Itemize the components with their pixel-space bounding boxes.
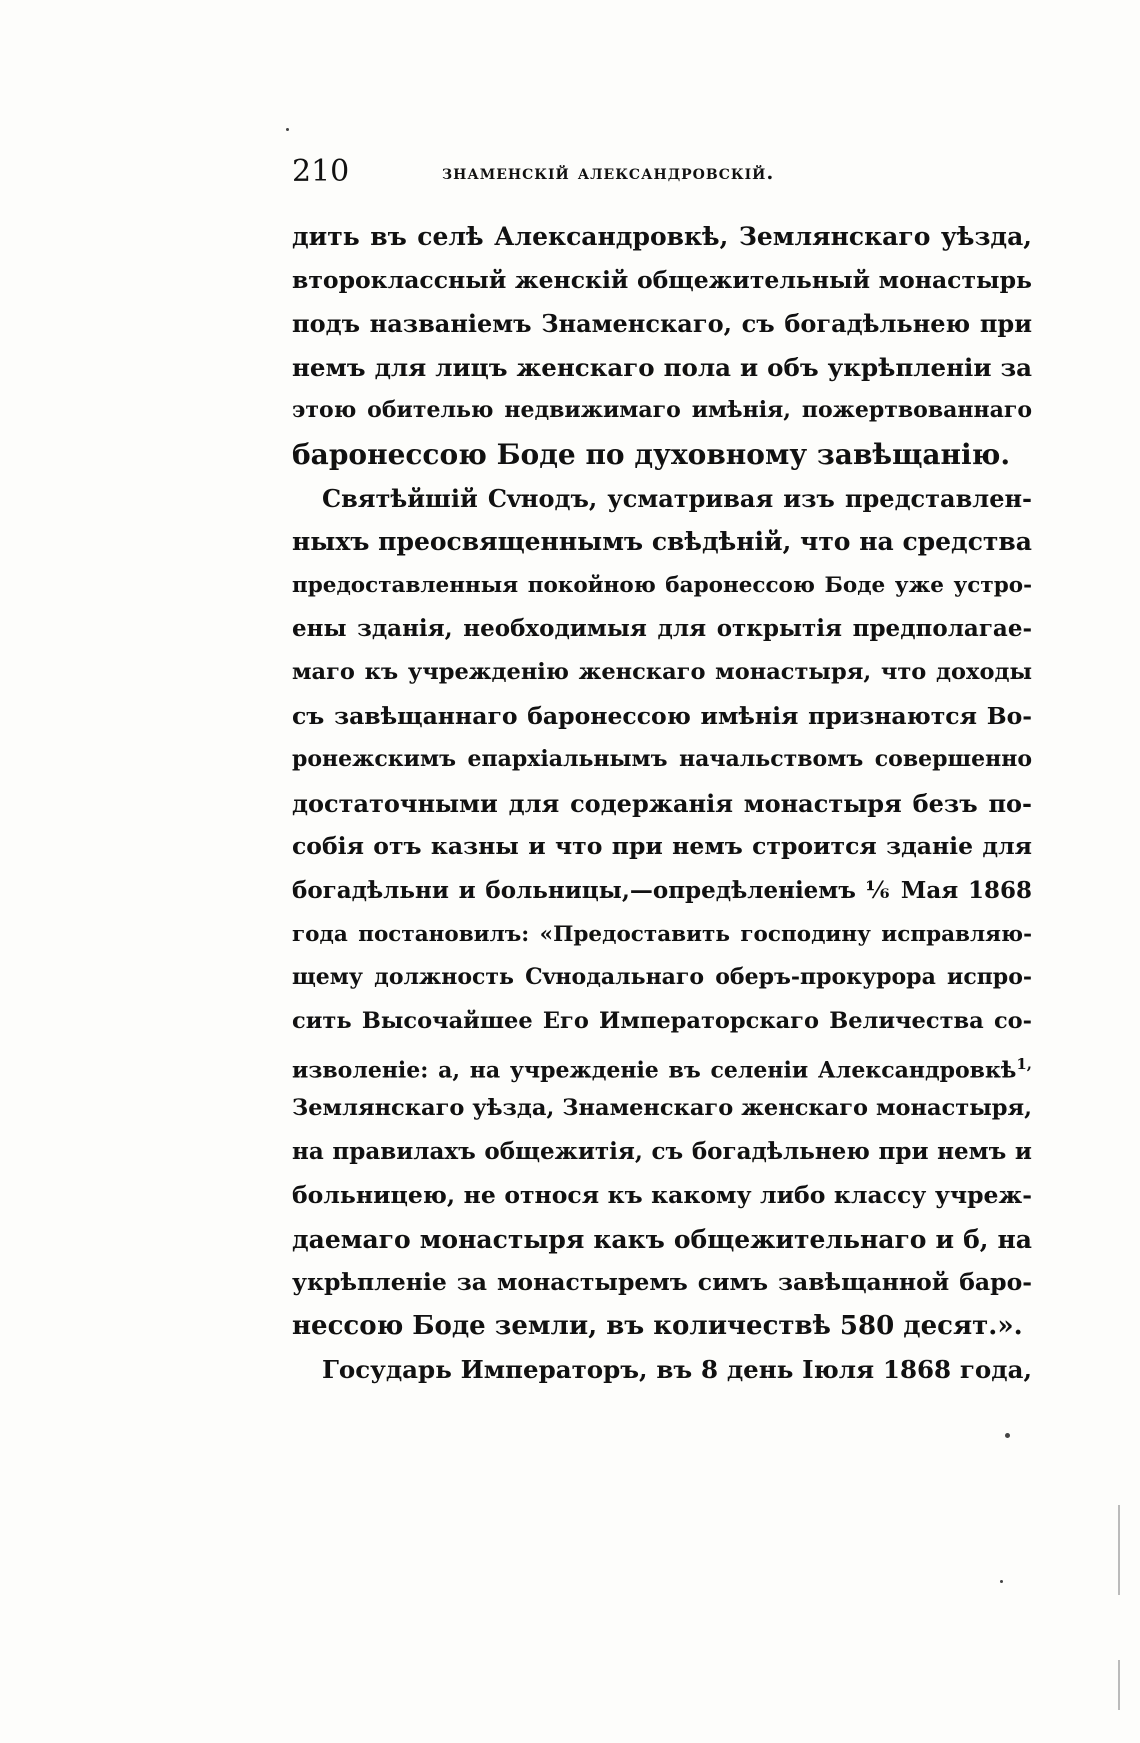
text-line: богадѣльни и больницы,—опредѣленіемъ ⅙ Мая 1868 [292,876,1032,904]
footnote-marker: 1, [1016,1055,1032,1074]
text-line: больницею, не относя къ какому либо классу учреж- [292,1181,1032,1210]
text-line: дить въ селѣ Александровкѣ, Землянскаго уѣзда, [292,222,1032,251]
text-line-with-footnote [292,1043,1032,1087]
text-line: Святѣйшій Сvнодъ, усматривая изъ представлен- [322,483,1032,513]
text-line: съ завѣщаннаго баронессою имѣнія признаются Во- [292,701,1032,730]
text-line: года постановилъ: «Предоставить господину исправляю- [292,921,1032,947]
ink-speck [286,128,289,131]
scan-edge-mark [1118,1505,1120,1595]
text-line: ронежскимъ епархіальнымъ начальствомъ совершенно [292,746,1032,773]
text-line: баронессою Боде по духовному завѣщанію. [292,437,1011,471]
text-line: сить Высочайшее Его Императорскаго Величества со- [292,1007,1032,1034]
text-line: ныхъ преосвященнымъ свѣдѣній, что на средства [292,527,1032,557]
text-line: даемаго монастыря какъ общежительнаго и б, на [292,1224,1032,1254]
scan-edge-mark [1118,1660,1120,1710]
ink-speck [1005,1433,1010,1438]
text-line: подъ названіемъ Знаменскаго, съ богадѣльнею при [292,309,1032,339]
page-body [292,215,1032,1392]
text-line: на правилахъ общежитія, съ богадѣльнею при немъ и [292,1138,1032,1166]
running-head: знаменскій александровскій. [442,160,775,184]
text-line: предоставленныя покойною баронессою Боде уже устро- [292,572,1032,598]
page-number: 210 [292,154,350,189]
text-line: Государь Императоръ, въ 8 день Іюля 1868 года, [322,1355,1032,1385]
ink-speck [1000,1580,1003,1583]
text-line: нессою Боде земли, въ количествѣ 580 десят.». [292,1310,1023,1341]
text-line: второклассный женскій общежительный монастырь [292,265,1032,294]
text-line: ены зданія, необходимыя для открытія предполагае- [292,615,1032,643]
text-line: изволеніе: а, на учрежденіе въ селеніи Александровкѣ [292,1057,1017,1084]
text-line: укрѣпленіе за монастыремъ симъ завѣщанной баро- [292,1268,1032,1297]
text-line: собія отъ казны и что при немъ строится зданіе для [292,832,1032,861]
text-line: Землянскаго уѣзда, Знаменскаго женскаго монастыря, [292,1094,1032,1121]
page-header [292,150,1032,200]
text-line: маго къ учрежденію женскаго монастыря, что доходы [292,658,1032,685]
text-line: щему должность Сvнодальнаго оберъ-прокурора испро- [292,964,1032,991]
text-line: немъ для лицъ женскаго пола и объ укрѣпленіи за [292,352,1032,382]
text-line: достаточными для содержанія монастыря безъ по- [292,788,1032,818]
text-line: этою обителью недвижимаго имѣнія, пожертвованнаго [292,397,1032,424]
